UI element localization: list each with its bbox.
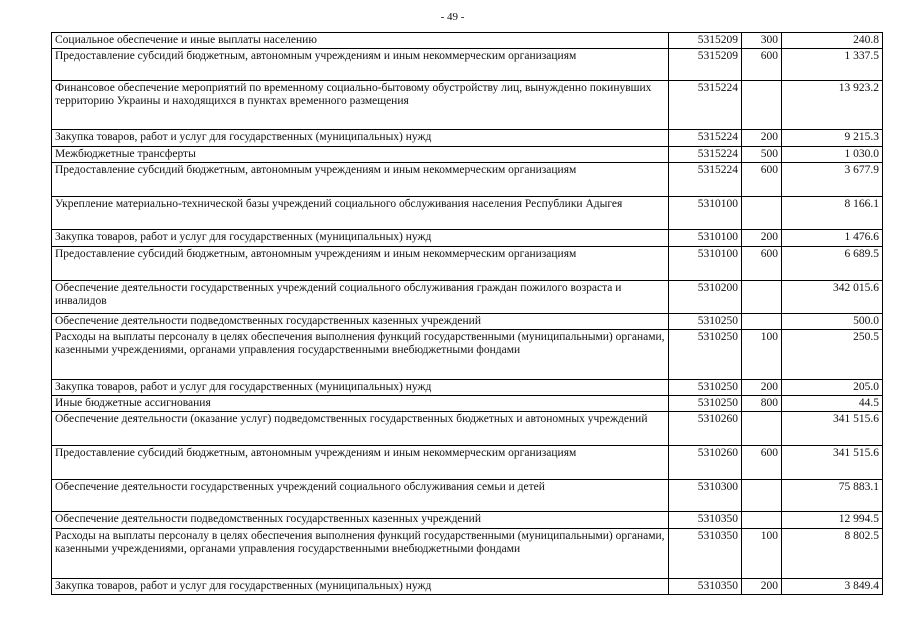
budget-table	[51, 32, 883, 595]
row-sum: 1 476.6	[782, 230, 883, 247]
row-name: Иные бюджетные ассигнования	[52, 396, 669, 412]
row-name: Закупка товаров, работ и услуг для государственных (муниципальных) нужд	[52, 579, 669, 595]
table-row	[52, 380, 883, 396]
table-row	[52, 197, 883, 230]
row-type	[742, 512, 782, 529]
row-sum: 341 515.6	[782, 412, 883, 446]
row-type	[742, 314, 782, 330]
row-type: 600	[742, 49, 782, 81]
row-code: 5310250	[669, 396, 742, 412]
row-name: Расходы на выплаты персоналу в целях обеспечения выполнения функций государственными (муниципальными) органами, казенными учреждениями, органами управления государственными внебюджетными фондами	[52, 529, 669, 579]
row-code: 5310350	[669, 529, 742, 579]
row-name: Финансовое обеспечение мероприятий по временному социально-бытовому обустройству лиц, вынужденно покинувших территорию Украины и находящихся в пунктах временного размещения	[52, 81, 669, 130]
row-sum: 3 849.4	[782, 579, 883, 595]
row-type	[742, 81, 782, 130]
row-code: 5315224	[669, 81, 742, 130]
row-name: Межбюджетные трансферты	[52, 147, 669, 163]
row-name: Обеспечение деятельности (оказание услуг) подведомственных государственных бюджетных и автономных учреждений	[52, 412, 669, 446]
table-row	[52, 33, 883, 49]
row-sum: 44.5	[782, 396, 883, 412]
row-type	[742, 412, 782, 446]
row-sum: 341 515.6	[782, 446, 883, 480]
row-sum: 1 030.0	[782, 147, 883, 163]
table-row	[52, 396, 883, 412]
table-row	[52, 446, 883, 480]
row-type	[742, 197, 782, 230]
row-sum: 8 802.5	[782, 529, 883, 579]
row-name: Расходы на выплаты персоналу в целях обеспечения выполнения функций государственными (муниципальными) органами, казенными учреждениями, органами управления государственными внебюджетными фондами	[52, 330, 669, 380]
row-type: 600	[742, 446, 782, 480]
table-row	[52, 81, 883, 130]
row-code: 5315224	[669, 163, 742, 197]
table-row	[52, 330, 883, 380]
row-name: Предоставление субсидий бюджетным, автономным учреждениям и иным некоммерческим организациям	[52, 49, 669, 81]
row-name: Обеспечение деятельности государственных учреждений социального обслуживания граждан пожилого возраста и инвалидов	[52, 281, 669, 314]
row-sum: 8 166.1	[782, 197, 883, 230]
row-type: 200	[742, 130, 782, 147]
row-name: Закупка товаров, работ и услуг для государственных (муниципальных) нужд	[52, 380, 669, 396]
row-type: 500	[742, 147, 782, 163]
row-name: Предоставление субсидий бюджетным, автономным учреждениям и иным некоммерческим организациям	[52, 247, 669, 281]
row-code: 5310100	[669, 230, 742, 247]
row-sum: 500.0	[782, 314, 883, 330]
row-code: 5315224	[669, 130, 742, 147]
table-row	[52, 412, 883, 446]
table-row	[52, 147, 883, 163]
row-name: Закупка товаров, работ и услуг для государственных (муниципальных) нужд	[52, 230, 669, 247]
row-sum: 1 337.5	[782, 49, 883, 81]
row-code: 5310350	[669, 579, 742, 595]
row-name: Обеспечение деятельности государственных учреждений социального обслуживания семьи и детей	[52, 480, 669, 512]
row-type: 200	[742, 230, 782, 247]
row-code: 5315209	[669, 33, 742, 49]
row-type	[742, 281, 782, 314]
row-name: Укрепление материально-технической базы учреждений социального обслуживания населения Республики Адыгея	[52, 197, 669, 230]
row-sum: 240.8	[782, 33, 883, 49]
table-row	[52, 281, 883, 314]
row-code: 5310250	[669, 380, 742, 396]
row-sum: 12 994.5	[782, 512, 883, 529]
table-row	[52, 480, 883, 512]
row-code: 5310300	[669, 480, 742, 512]
row-code: 5315224	[669, 147, 742, 163]
row-name: Обеспечение деятельности подведомственных государственных казенных учреждений	[52, 512, 669, 529]
table-row	[52, 512, 883, 529]
row-type: 300	[742, 33, 782, 49]
row-code: 5310250	[669, 330, 742, 380]
table-row	[52, 49, 883, 81]
page-number: - 49 -	[440, 11, 465, 23]
table-row	[52, 230, 883, 247]
table-row	[52, 529, 883, 579]
table-row	[52, 130, 883, 147]
row-type: 200	[742, 579, 782, 595]
row-name: Предоставление субсидий бюджетным, автономным учреждениям и иным некоммерческим организациям	[52, 446, 669, 480]
row-sum: 250.5	[782, 330, 883, 380]
row-name: Предоставление субсидий бюджетным, автономным учреждениям и иным некоммерческим организациям	[52, 163, 669, 197]
row-type: 600	[742, 163, 782, 197]
table-row	[52, 579, 883, 595]
row-code: 5310260	[669, 446, 742, 480]
table-row	[52, 247, 883, 281]
row-sum: 75 883.1	[782, 480, 883, 512]
table-row	[52, 163, 883, 197]
row-name: Обеспечение деятельности подведомственных государственных казенных учреждений	[52, 314, 669, 330]
row-type: 100	[742, 330, 782, 380]
row-type: 600	[742, 247, 782, 281]
row-code: 5310100	[669, 247, 742, 281]
row-name: Социальное обеспечение и иные выплаты населению	[52, 33, 669, 49]
row-type: 800	[742, 396, 782, 412]
row-code: 5310350	[669, 512, 742, 529]
row-code: 5310100	[669, 197, 742, 230]
row-sum: 13 923.2	[782, 81, 883, 130]
row-code: 5315209	[669, 49, 742, 81]
row-sum: 342 015.6	[782, 281, 883, 314]
row-name: Закупка товаров, работ и услуг для государственных (муниципальных) нужд	[52, 130, 669, 147]
row-sum: 6 689.5	[782, 247, 883, 281]
row-type: 100	[742, 529, 782, 579]
row-type	[742, 480, 782, 512]
row-code: 5310250	[669, 314, 742, 330]
row-code: 5310260	[669, 412, 742, 446]
row-code: 5310200	[669, 281, 742, 314]
row-sum: 205.0	[782, 380, 883, 396]
table-row	[52, 314, 883, 330]
row-sum: 9 215.3	[782, 130, 883, 147]
row-sum: 3 677.9	[782, 163, 883, 197]
row-type: 200	[742, 380, 782, 396]
